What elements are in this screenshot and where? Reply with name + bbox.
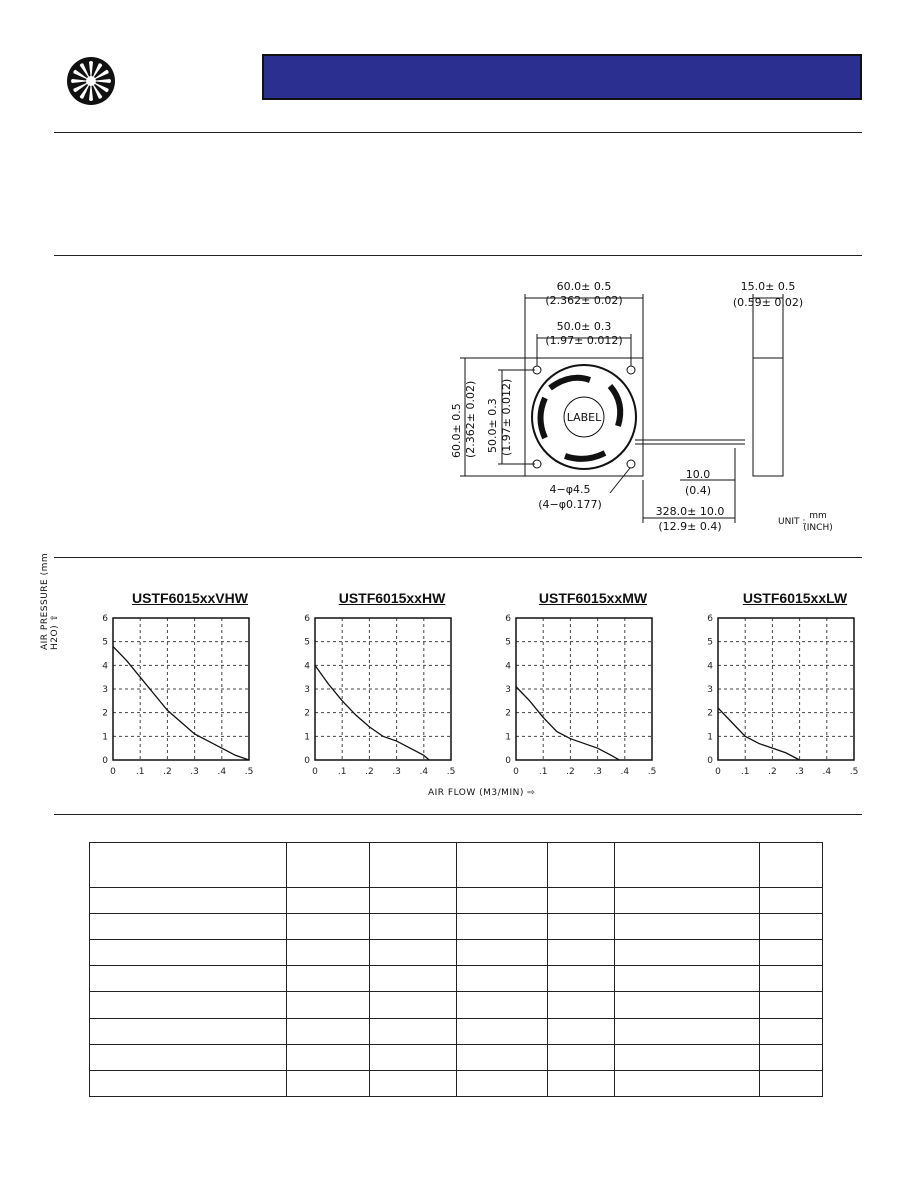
chart-mw (498, 590, 688, 810)
dim-hole-span-v-inch: (1.97± 0.012) (500, 378, 513, 456)
table-cell (457, 1070, 548, 1096)
x-tick-label: 0 (715, 767, 721, 777)
y-tick-label: 5 (505, 637, 511, 648)
table-cell (370, 1070, 457, 1096)
x-tick-label: .2 (566, 767, 575, 777)
y-tick-label: 0 (707, 756, 713, 766)
table-cell (760, 1018, 823, 1044)
table-row (90, 1018, 823, 1044)
chart-plot (498, 608, 688, 798)
dim-width-inch: (2.362± 0.02) (545, 294, 623, 307)
table-cell (370, 887, 457, 913)
table-cell (760, 1070, 823, 1096)
x-tick-label: .4 (419, 767, 429, 777)
y-tick-label: 1 (505, 732, 511, 743)
y-tick-label: 4 (304, 661, 310, 672)
series-line (516, 687, 619, 760)
table-row (90, 914, 823, 940)
x-tick-label: .3 (392, 767, 401, 777)
table-row (90, 940, 823, 966)
x-axis-label: AIR FLOW (M3/MIN) ⇨ (428, 788, 536, 798)
table-cell (548, 914, 615, 940)
table-cell (370, 1018, 457, 1044)
table-cell (370, 992, 457, 1018)
dim-strip-inch: (0.4) (684, 484, 712, 497)
table-cell (287, 1044, 370, 1070)
chart-title: USTF6015xxVHW (132, 590, 248, 606)
table-cell (90, 1018, 287, 1044)
table-cell (457, 843, 548, 888)
table-cell (457, 1044, 548, 1070)
chart-plot (95, 608, 285, 798)
series-line (113, 646, 249, 760)
table-cell (287, 1018, 370, 1044)
table-cell (370, 940, 457, 966)
y-axis-label: AIR PRESSURE (mm H2O) ⇧ (40, 552, 60, 650)
table-cell (90, 940, 287, 966)
table-cell (760, 914, 823, 940)
dim-depth: 15.0± 0.5 (740, 280, 796, 293)
y-tick-label: 5 (304, 637, 310, 648)
fan-label: LABEL (566, 411, 602, 424)
table-cell (760, 966, 823, 992)
table-cell (615, 940, 760, 966)
table-cell (90, 966, 287, 992)
table-cell (287, 940, 370, 966)
x-tick-label: .1 (337, 767, 347, 777)
x-tick-label: .5 (244, 767, 254, 777)
table-cell (90, 914, 287, 940)
x-tick-label: .1 (135, 767, 145, 777)
table-cell (615, 1044, 760, 1070)
y-tick-label: 2 (304, 708, 310, 719)
y-tick-label: 3 (102, 685, 108, 695)
dim-strip: 10.0 (685, 468, 711, 481)
divider (54, 557, 862, 558)
x-tick-label: 0 (513, 767, 519, 777)
x-tick-label: .1 (740, 767, 750, 777)
table-cell (370, 966, 457, 992)
table-row (90, 966, 823, 992)
y-tick-label: 6 (102, 614, 108, 624)
y-tick-label: 1 (102, 732, 108, 743)
table-row (90, 887, 823, 913)
table-cell (760, 1044, 823, 1070)
y-tick-label: 1 (707, 732, 713, 743)
table-cell (548, 992, 615, 1018)
table-cell (287, 1070, 370, 1096)
y-tick-label: 0 (102, 756, 108, 766)
y-tick-label: 4 (707, 661, 713, 672)
dim-depth-inch: (0.59± 0.02) (732, 296, 804, 309)
x-tick-label: .5 (849, 767, 859, 777)
y-tick-label: 2 (102, 708, 108, 719)
chart-vhw (95, 590, 285, 810)
divider (54, 814, 862, 815)
chart-plot (700, 608, 890, 798)
header-banner (262, 54, 862, 100)
y-tick-label: 5 (102, 637, 108, 648)
table-cell (370, 1044, 457, 1070)
y-tick-label: 6 (505, 614, 511, 624)
x-tick-label: .4 (822, 767, 832, 777)
table-cell (457, 966, 548, 992)
dim-holes-inch: (4−φ0.177) (538, 498, 602, 511)
dim-lead: 328.0± 10.0 (655, 505, 725, 518)
table-cell (90, 992, 287, 1018)
table-cell (615, 1070, 760, 1096)
table-cell (90, 1070, 287, 1096)
table-cell (90, 887, 287, 913)
y-tick-label: 4 (505, 661, 511, 672)
table-cell (760, 940, 823, 966)
table-cell (615, 843, 760, 888)
y-tick-label: 3 (707, 685, 713, 695)
x-tick-label: .3 (190, 767, 199, 777)
y-tick-label: 1 (304, 732, 310, 743)
unit-mm: mm (809, 511, 827, 521)
y-tick-label: 2 (707, 708, 713, 719)
table-cell (548, 1070, 615, 1096)
table-cell (370, 843, 457, 888)
y-tick-label: 3 (304, 685, 310, 695)
y-tick-label: 0 (304, 756, 310, 766)
x-tick-label: .3 (593, 767, 602, 777)
y-tick-label: 4 (102, 661, 108, 672)
x-tick-label: .4 (217, 767, 227, 777)
table-cell (287, 992, 370, 1018)
table-cell (548, 966, 615, 992)
x-tick-label: .2 (163, 767, 172, 777)
table-cell (760, 887, 823, 913)
dim-hole-span: 50.0± 0.3 (556, 320, 612, 333)
table-cell (287, 887, 370, 913)
table-cell (457, 1018, 548, 1044)
table-cell (548, 887, 615, 913)
table-cell (287, 843, 370, 888)
series-line (718, 708, 800, 760)
table-cell (615, 966, 760, 992)
table-cell (615, 1018, 760, 1044)
y-tick-label: 3 (505, 685, 511, 695)
table-cell (457, 887, 548, 913)
table-cell (457, 940, 548, 966)
x-tick-label: 0 (312, 767, 318, 777)
table-cell (760, 843, 823, 888)
dim-hole-span-v: 50.0± 0.3 (486, 398, 499, 453)
chart-title: USTF6015xxHW (338, 590, 446, 606)
y-tick-label: 6 (707, 614, 713, 624)
x-tick-label: .2 (768, 767, 777, 777)
x-tick-label: .5 (446, 767, 456, 777)
x-tick-label: 0 (110, 767, 116, 777)
table-cell (370, 914, 457, 940)
x-tick-label: .1 (538, 767, 548, 777)
x-tick-label: .5 (647, 767, 657, 777)
table-row (90, 1044, 823, 1070)
dim-width: 60.0± 0.5 (556, 280, 612, 293)
x-tick-label: .2 (365, 767, 374, 777)
divider (54, 255, 862, 256)
dim-hole-span-inch: (1.97± 0.012) (545, 334, 623, 347)
table-row (90, 992, 823, 1018)
dim-height-inch: (2.362± 0.02) (464, 380, 477, 458)
table-cell (548, 1018, 615, 1044)
x-tick-label: .3 (795, 767, 804, 777)
table-cell (457, 914, 548, 940)
chart-title: USTF6015xxLW (742, 590, 848, 606)
table-cell (457, 992, 548, 1018)
table-header-row (90, 843, 823, 888)
table-cell (90, 843, 287, 888)
chart-hw (297, 590, 487, 810)
table-cell (287, 966, 370, 992)
chart-title: USTF6015xxMW (538, 590, 648, 606)
dimension-drawing (440, 268, 860, 548)
y-tick-label: 2 (505, 708, 511, 719)
table-row (90, 1070, 823, 1096)
unit-inch: (INCH) (803, 523, 833, 533)
chart-lw (700, 590, 890, 810)
table-cell (548, 940, 615, 966)
table-cell (548, 843, 615, 888)
chart-plot (297, 608, 487, 798)
table-cell (287, 914, 370, 940)
x-tick-label: .4 (620, 767, 630, 777)
table-cell (90, 1044, 287, 1070)
unit-label: UNIT : (778, 517, 806, 527)
dim-height: 60.0± 0.5 (450, 403, 463, 458)
y-tick-label: 6 (304, 614, 310, 624)
table-cell (548, 1044, 615, 1070)
table-cell (615, 992, 760, 1018)
divider (54, 132, 862, 133)
table-cell (615, 914, 760, 940)
dim-lead-inch: (12.9± 0.4) (658, 520, 722, 533)
y-tick-label: 5 (707, 637, 713, 648)
table-cell (760, 992, 823, 1018)
table-cell (615, 887, 760, 913)
spec-table (89, 842, 823, 1097)
dim-holes: 4−φ4.5 (549, 483, 591, 496)
fan-logo-icon (66, 56, 116, 106)
y-tick-label: 0 (505, 756, 511, 766)
